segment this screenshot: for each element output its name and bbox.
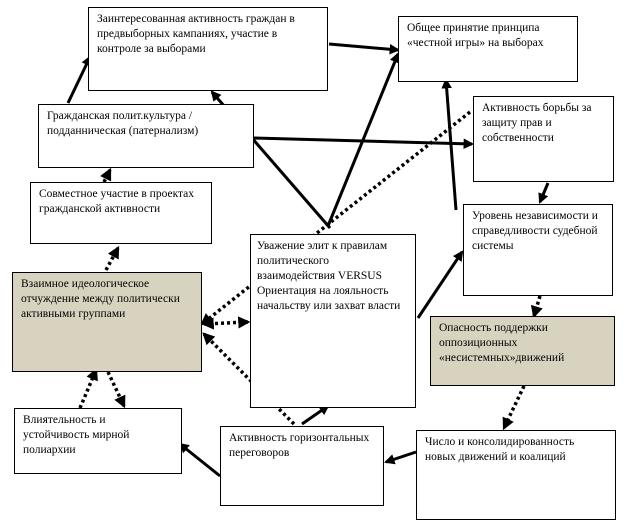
node-judicial-independence: Уровень независимости и справедливости судебной системы — [463, 204, 613, 296]
arrow-negotiations-to-polyarchy — [180, 444, 220, 476]
node-civic-culture: Гражданская полит.культура / подданническая (патернализм) — [38, 104, 254, 168]
node-movements-number: Число и консолидированность новых движений и коалиций — [416, 430, 616, 520]
arrow-negotiations-to-elite — [302, 406, 328, 424]
arrow-civic-to-interested — [68, 57, 90, 103]
node-rights-activity: Активность борьбы за защиту прав и собственности — [473, 96, 614, 182]
dotted-arrow-polyarchy-to-alienation — [80, 370, 96, 408]
arrow-movements-to-negotiations — [386, 452, 416, 462]
node-mutual-alienation: Взаимное идеологическое отчуждение между политически активными группами — [12, 272, 202, 372]
node-interested-activity: Заинтересованная активность граждан в предвыборных кампаниях, участие в контроле за выборами — [88, 7, 328, 91]
node-horizontal-negotiations: Активность горизонтальных переговоров — [220, 426, 384, 506]
node-danger-support: Опасность поддержки оппозиционных «несистемных»движений — [430, 316, 615, 386]
arrow-elite-to-judicial — [418, 252, 462, 318]
arrow-rights-to-judicial — [540, 183, 548, 202]
arrow-interested-to-fairplay — [329, 44, 398, 50]
dotted-arrow-joint-to-civic — [104, 170, 110, 182]
dotted-arrow-alienation-to-joint — [106, 248, 118, 270]
node-elite-respect: Уважение элит к правилам политического взаимодействия VERSUS Ориентация на лояльность начальству или захват власти — [250, 234, 416, 408]
node-polyarchy: Влиятельность и устойчивость мирной полиархии — [14, 408, 182, 474]
node-joint-participation: Совместное участие в проектах гражданской активности — [30, 182, 212, 244]
dotted-arrow-danger-to-movements — [504, 386, 524, 428]
dotted-arrow-judicial-to-danger — [534, 296, 540, 316]
dotted-arrow-alienation-to-polyarchy — [108, 372, 124, 406]
node-fair-play: Общее принятие принципа «честной игры» на выборах — [398, 16, 578, 82]
dotted-arrow-elite-alienation — [204, 322, 248, 324]
